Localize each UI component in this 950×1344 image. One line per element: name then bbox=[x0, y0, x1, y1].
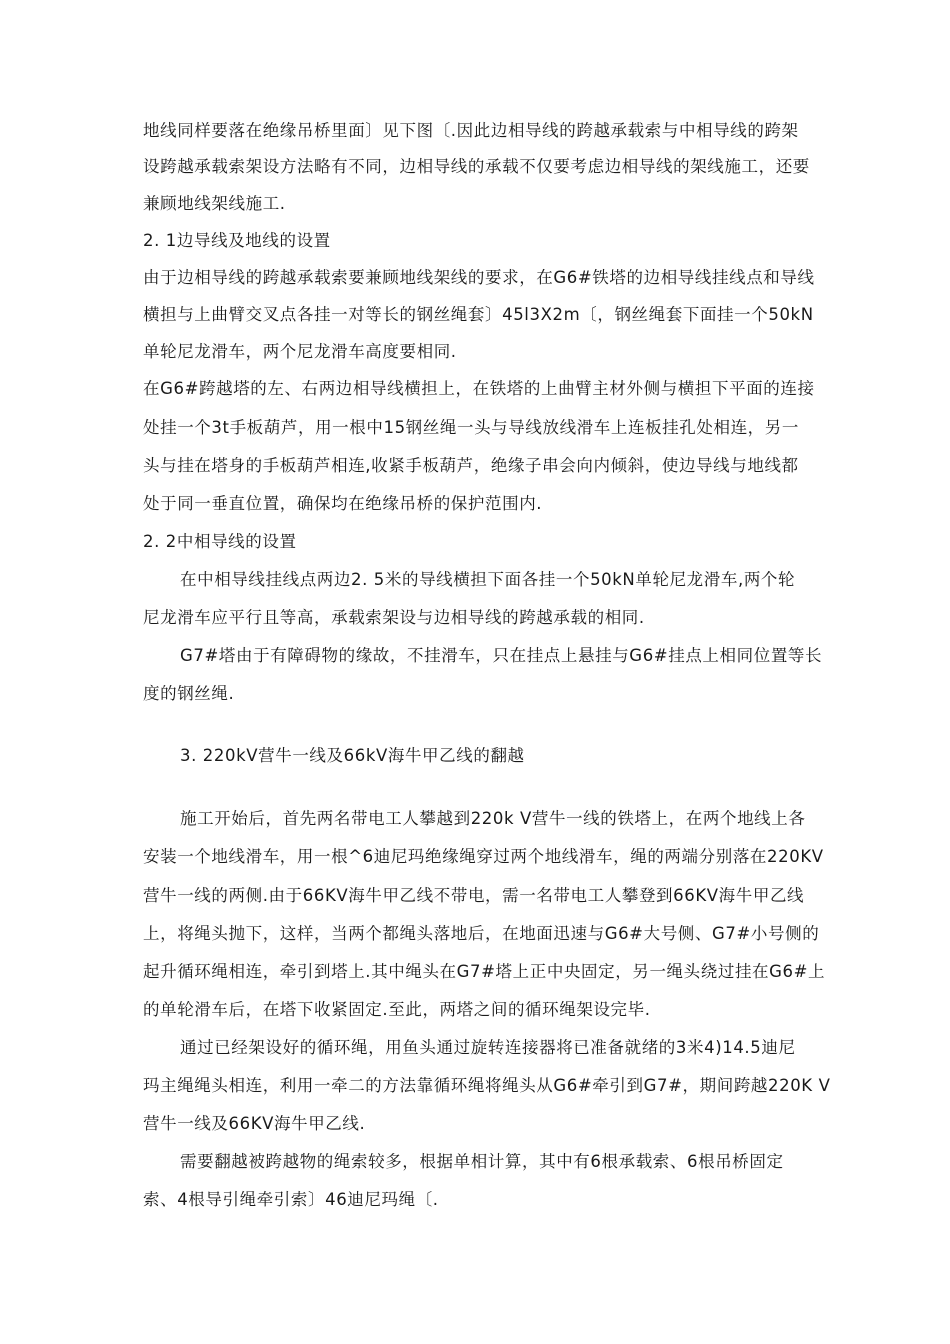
text-line: 由于边相导线的跨越承载索要兼顾地线架线的要求，在G6#铁塔的边相导线挂线点和导线 bbox=[143, 268, 815, 287]
text-line: 头与挂在塔身的手板葫芦相连,收紧手板葫芦，绝缘子串会向内倾斜，使边导线与地线都 bbox=[143, 456, 799, 475]
text-line: 度的钢丝绳. bbox=[143, 684, 235, 703]
text-line: 营牛一线及66KV海牛甲乙线. bbox=[143, 1114, 366, 1133]
text-line: 尼龙滑车应平行且等高，承载索架设与边相导线的跨越承载的相同. bbox=[143, 608, 645, 627]
text-line: 处挂一个3t手板葫芦，用一根中15钢丝绳一头与导线放线滑车上连板挂孔处相连，另一 bbox=[143, 418, 799, 437]
section-heading-2-2: 2. 2中相导线的设置 bbox=[143, 532, 297, 551]
text-line: 施工开始后，首先两名带电工人攀越到220k V营牛一线的铁塔上，在两个地线上各 bbox=[180, 809, 806, 828]
text-line: 在中相导线挂线点两边2. 5米的导线横担下面各挂一个50kN单轮尼龙滑车,两个轮 bbox=[180, 570, 796, 589]
text-line: 通过已经架设好的循环绳，用鱼头通过旋转连接器将已准备就绪的3米4)14.5迪尼 bbox=[180, 1038, 796, 1057]
text-line: 地线同样要落在绝缘吊桥里面〕见下图〔.因此边相导线的跨越承载索与中相导线的跨架 bbox=[143, 121, 799, 140]
text-line: 索、4根导引绳牵引索〕46迪尼玛绳〔. bbox=[143, 1190, 439, 1209]
text-line: 需要翻越被跨越物的绳索较多，根据单相计算，其中有6根承载索、6根吊桥固定 bbox=[180, 1152, 784, 1171]
text-line: 兼顾地线架线施工. bbox=[143, 194, 286, 213]
text-line: 起升循环绳相连，牵引到塔上.其中绳头在G7#塔上正中央固定，另一绳头绕过挂在G6#上 bbox=[143, 962, 826, 981]
text-line: 在G6#跨越塔的左、右两边相导线横担上，在铁塔的上曲臂主材外侧与横担下平面的连接 bbox=[143, 379, 815, 398]
text-line: 处于同一垂直位置，确保均在绝缘吊桥的保护范围内. bbox=[143, 494, 543, 513]
text-line: 上，将绳头抛下，这样，当两个都绳头落地后，在地面迅速与G6#大号侧、G7#小号侧的 bbox=[143, 924, 820, 943]
section-heading-2-1: 2. 1边导线及地线的设置 bbox=[143, 231, 331, 250]
section-heading-3: 3. 220kV营牛一线及66kV海牛甲乙线的翻越 bbox=[180, 746, 525, 765]
text-line: 营牛一线的两侧.由于66KV海牛甲乙线不带电，需一名带电工人攀登到66KV海牛甲乙线 bbox=[143, 886, 805, 905]
text-line: G7#塔由于有障碍物的缘故，不挂滑车，只在挂点上悬挂与G6#挂点上相同位置等长 bbox=[180, 646, 823, 665]
text-line: 单轮尼龙滑车，两个尼龙滑车高度要相同. bbox=[143, 342, 457, 361]
text-line: 的单轮滑车后，在塔下收紧固定.至此，两塔之间的循环绳架设完毕. bbox=[143, 1000, 651, 1019]
text-line: 安装一个地线滑车，用一根^6迪尼玛绝缘绳穿过两个地线滑车，绳的两端分别落在220KV bbox=[143, 847, 824, 866]
text-line: 玛主绳绳头相连，利用一牵二的方法靠循环绳将绳头从G6#牵引到G7#，期间跨越220K V bbox=[143, 1076, 831, 1095]
text-line: 设跨越承载索架设方法略有不同，边相导线的承载不仅要考虑边相导线的架线施工，还要 bbox=[143, 157, 810, 176]
text-line: 横担与上曲臂交叉点各挂一对等长的钢丝绳套〕45l3X2m〔，钢丝绳套下面挂一个50kN bbox=[143, 305, 814, 324]
